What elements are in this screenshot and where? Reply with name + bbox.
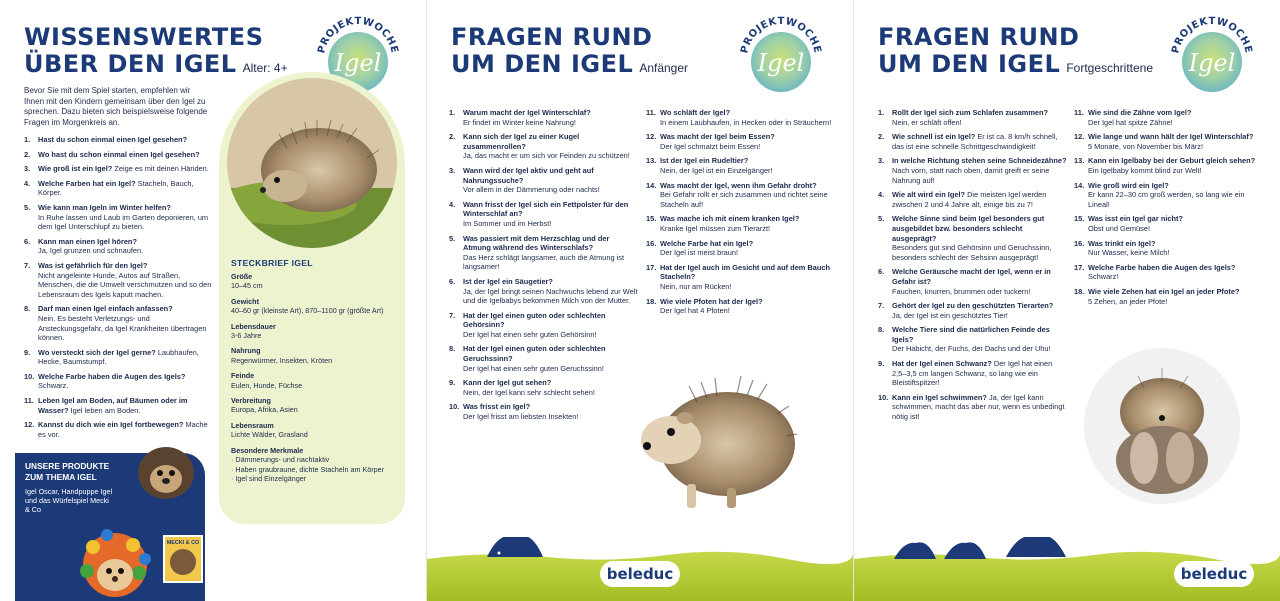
question-number: 10.	[449, 402, 460, 412]
question-item	[24, 261, 214, 299]
game-box-image: MECKI & CO	[163, 535, 203, 583]
steckbrief-key: Größe	[231, 272, 253, 281]
question-text: Welche Farbe haben die Augen des Igels?	[38, 371, 186, 381]
question-text: Hast du schon einmal einen Igel gesehen?	[38, 135, 188, 144]
question-text: Kann man einen Igel hören?	[38, 236, 137, 246]
steckbrief-value: 40–60 gr (kleinste Art), 870–1100 gr (größte Art)	[231, 306, 384, 316]
question-item	[1074, 287, 1264, 306]
question-number: 15.	[646, 214, 657, 224]
question-item	[449, 132, 639, 161]
beleduc-logo: beleduc	[1174, 561, 1254, 587]
question-item	[1074, 263, 1264, 282]
question-item	[1074, 214, 1264, 233]
question-number: 5.	[449, 233, 456, 243]
question-item	[449, 166, 639, 195]
answer-text: Laubhaufen, Hecke, Baumstumpf.	[38, 347, 199, 367]
question-number: 10.	[878, 392, 889, 402]
answer-text: Schwarz!	[1088, 272, 1119, 282]
question-item	[449, 200, 639, 229]
question-text: Wie viele Pfoten hat der Igel?	[660, 296, 763, 306]
products-title: UNSERE PRODUKTE ZUM THEMA IGEL	[25, 461, 110, 482]
question-item	[878, 267, 1068, 296]
question-text: Wo schläft der Igel?	[660, 108, 731, 117]
answer-text: 5 Monate, von November bis März!	[1088, 141, 1204, 151]
question-number: 14.	[646, 180, 657, 190]
answer-text: Fauchen, knurren, brummen oder tuckern!	[892, 286, 1031, 296]
question-text: Wann wird der Igel aktiv und geht auf Nahrungssuche?	[463, 165, 594, 185]
question-text: Wie schnell ist ein Igel?	[892, 132, 976, 142]
beleduc-logo: beleduc	[600, 561, 680, 587]
question-number: 16.	[1074, 238, 1085, 248]
answer-text: Bei Gefahr rollt er sich zusammen und richtet seine Stacheln auf!	[660, 190, 828, 209]
answer-text: Mache es vor.	[38, 420, 208, 439]
answer-text: Schwarz.	[38, 381, 69, 391]
question-item	[24, 179, 214, 198]
question-number: 9.	[878, 359, 885, 369]
question-text: Wie sind die Zähne vom Igel?	[1088, 108, 1192, 117]
steckbrief-value: 10–45 cm	[231, 281, 263, 291]
answer-text: Nicht angeleinte Hunde, Autos auf Straßen, Menschen, die die Umwelt verschmutzen und so den Lebensraum des Igels kaputt machen.	[38, 270, 212, 299]
answer-text: Er findet im Winter keine Nahrung!	[463, 117, 576, 127]
question-item	[646, 108, 836, 127]
answer-text: Kranke Igel müssen zum Tierarzt!	[660, 223, 771, 233]
question-number: 2.	[24, 149, 31, 159]
svg-text:Igel: Igel	[1188, 49, 1236, 77]
svg-text:PROJEKTWOCHE: PROJEKTWOCHE	[1170, 15, 1254, 55]
question-number: 11.	[24, 396, 34, 406]
steckbrief-key: Verbreitung	[231, 396, 271, 406]
question-text: Warum macht der Igel Winterschlaf?	[463, 108, 591, 117]
answer-text: Nein. Es besteht Verletzungs- und Ansteckungsgefahr, da Igel Krankheiten übertragen können.	[38, 313, 207, 343]
question-number: 3.	[878, 156, 885, 166]
question-text: Hat der Igel einen guten oder schlechten Geruchssinn?	[463, 344, 606, 364]
question-number: 11.	[1074, 108, 1084, 117]
question-number: 16.	[646, 238, 657, 248]
steckbrief-list	[231, 272, 403, 489]
intro-text: Bevor Sie mit dem Spiel starten, empfehlen wir Ihnen mit den Kindern gemeinsam über den Igel zu sprechen. Dazu bieten sich beispielsweise folgende Fragen im Morgenkreis an.	[24, 86, 208, 127]
question-number: 5.	[24, 202, 31, 212]
question-number: 9.	[24, 347, 31, 357]
answer-text: Besonders gut sind Gehörsinn und Geruchssinn, besonders schlecht der Sehsinn ausgeprägt!	[892, 243, 1052, 262]
projektwoche-badge	[737, 10, 825, 98]
answer-text: Der Igel hat spitze Zähne!	[1088, 117, 1173, 127]
hedgehog-image	[627, 352, 797, 522]
answer-text: Igel leben am Boden.	[70, 405, 141, 415]
question-item	[1074, 108, 1264, 127]
question-item	[24, 396, 214, 415]
question-number: 8.	[24, 304, 31, 314]
question-item	[1074, 181, 1264, 210]
question-item	[1074, 132, 1264, 151]
question-list-1	[878, 108, 1068, 427]
answer-text: Ja, das macht er um sich vor Feinden zu schützen!	[463, 151, 630, 161]
svg-text:PROJEKTWOCHE: PROJEKTWOCHE	[316, 15, 400, 55]
page-anfaenger	[427, 0, 853, 601]
question-item	[449, 277, 639, 306]
question-number: 3.	[24, 164, 31, 174]
question-text: Kannst du dich wie ein Igel fortbewegen?	[38, 420, 184, 430]
question-number: 9.	[449, 378, 456, 388]
steckbrief-title: STECKBRIEF IGEL	[231, 258, 313, 268]
question-item	[24, 348, 214, 367]
question-number: 17.	[1074, 262, 1085, 272]
question-number: 10.	[24, 371, 35, 381]
question-number: 7.	[878, 301, 885, 311]
question-number: 4.	[449, 199, 456, 209]
question-text: Hat der Igel einen guten oder schlechten Gehörsinn?	[463, 310, 606, 330]
question-number: 13.	[1074, 156, 1085, 166]
question-item	[878, 301, 1068, 320]
question-item	[646, 239, 836, 258]
question-text: Hat der Igel einen Schwanz?	[892, 359, 992, 369]
question-text: Darf man einen Igel einfach anfassen?	[38, 304, 173, 314]
question-number: 3.	[449, 165, 456, 175]
answer-text: Nach vorn, statt nach oben, damit greift er seine Nahrung auf!	[892, 165, 1050, 185]
question-item	[24, 420, 214, 439]
answer-text: Der Igel hat 4 Pfoten!	[660, 306, 730, 316]
answer-text: Vor allem in der Dämmerung oder nachts!	[463, 185, 600, 195]
question-item	[24, 237, 214, 256]
answer-text: Der Igel hat einen sehr guten Geruchssinn!	[463, 363, 604, 373]
answer-text: Die meisten Igel werden zwischen 2 und 4 Jahre alt, einige bis zu 7!	[892, 190, 1047, 209]
question-number: 12.	[1074, 132, 1085, 142]
question-item	[646, 181, 836, 210]
question-item	[24, 203, 214, 232]
question-number: 1.	[449, 108, 456, 117]
question-text: Wie groß ist ein Igel?	[38, 164, 113, 174]
question-number: 12.	[24, 420, 35, 430]
steckbrief-key: Besondere Merkmale	[231, 445, 304, 455]
answer-text: Stacheln, Bauch, Körper.	[38, 178, 194, 198]
question-text: Welche Farbe haben die Augen des Igels?	[1088, 262, 1236, 272]
question-item	[449, 378, 639, 397]
question-text: Was mache ich mit einem kranken Igel?	[660, 214, 800, 224]
answer-text: Nur Wasser, keine Milch!	[1088, 248, 1170, 258]
question-item	[24, 164, 214, 174]
answer-text: Nein, der Igel kann sehr schlecht sehen!	[463, 387, 595, 397]
question-number: 1.	[24, 135, 31, 144]
question-text: Wie alt wird ein Igel?	[892, 190, 966, 200]
question-text: Leben Igel am Boden, auf Bäumen oder im Wasser?	[38, 396, 188, 415]
level-label: Anfänger	[639, 61, 689, 75]
steckbrief-value: · Dämmerungs- und nachtaktiv · Haben graubraune, dichte Stacheln am Körper · Igel sind Einzelgänger	[231, 455, 385, 483]
svg-text:Igel: Igel	[334, 49, 382, 77]
steckbrief-value: Eulen, Hunde, Füchse	[231, 380, 303, 390]
question-item	[878, 108, 1068, 127]
question-text: Wie lange und wann hält der Igel Winterschlaf?	[1088, 132, 1254, 142]
answer-text: Der Igel schmatzt beim Essen!	[660, 141, 761, 151]
question-number: 6.	[24, 236, 31, 246]
question-text: Kann der Igel gut sehen?	[463, 378, 552, 388]
question-item	[449, 344, 639, 373]
question-text: Rollt der Igel sich zum Schlafen zusammen?	[892, 108, 1049, 117]
answer-text: Ja, der Igel ist ein geschütztes Tier!	[892, 310, 1008, 320]
question-text: Welche Tiere sind die natürlichen Feinde des Igels?	[892, 325, 1050, 344]
question-number: 1.	[878, 108, 885, 117]
steckbrief-value: 3-6 Jahre	[231, 331, 262, 341]
question-item	[878, 325, 1068, 354]
question-item	[449, 234, 639, 272]
steckbrief-value: Regenwürmer, Insekten, Kröten	[231, 355, 333, 365]
answer-text: Ja, Igel grunzen und schnaufen.	[38, 246, 144, 256]
question-item	[24, 150, 214, 160]
question-number: 4.	[24, 178, 31, 188]
question-text: Was ist gefährlich für den Igel?	[38, 260, 148, 270]
question-number: 11.	[646, 108, 656, 117]
steckbrief-key: Lebensdauer	[231, 321, 276, 331]
page-title: FRAGEN RUND UM DEN IGEL Anfänger	[451, 23, 689, 78]
question-number: 5.	[878, 214, 885, 224]
question-list	[24, 135, 214, 444]
question-number: 18.	[646, 296, 657, 306]
question-item	[646, 214, 836, 233]
question-item	[878, 393, 1068, 422]
svg-text:Igel: Igel	[757, 49, 805, 77]
steckbrief-value: Lichte Wälder, Grasland	[231, 430, 308, 440]
answer-text: In einem Laubhaufen, in Hecken oder in Sträuchern!	[660, 117, 832, 127]
question-item	[1074, 156, 1264, 175]
question-text: Wo versteckt sich der Igel gerne?	[38, 347, 156, 357]
steckbrief-key: Gewicht	[231, 296, 259, 306]
answer-text: Nein, er schläft offen!	[892, 117, 962, 127]
answer-text: Nein, nur am Rücken!	[660, 281, 732, 291]
question-number: 4.	[878, 190, 885, 200]
question-number: 17.	[646, 262, 657, 272]
question-item	[646, 263, 836, 292]
question-number: 2.	[449, 132, 456, 142]
question-number: 8.	[449, 344, 456, 354]
answer-text: Im Sommer und im Herbst!	[463, 218, 552, 228]
answer-text: Obst und Gemüse!	[1088, 223, 1151, 233]
question-text: Was trinkt ein Igel?	[1088, 238, 1156, 248]
question-item	[646, 156, 836, 175]
question-list-2	[1074, 108, 1264, 311]
question-item	[449, 108, 639, 127]
question-text: Wie kann man Igeln im Winter helfen?	[38, 202, 171, 212]
hand-puppet-image	[73, 519, 153, 601]
question-item	[24, 135, 214, 145]
question-text: Gehört der Igel zu den geschützten Tierarten?	[892, 301, 1054, 311]
answer-text: Das Herz schlägt langsamer, auch die Atmung ist langsamer!	[463, 252, 625, 272]
steckbrief-value: Europa, Afrika, Asien	[231, 405, 298, 415]
question-number: 7.	[449, 310, 456, 320]
question-item	[449, 402, 639, 421]
answer-text: Der Igel frisst am liebsten Insekten!	[463, 412, 579, 422]
answer-text: Er ist ca. 8 km/h schnell, das ist eine schnelle Schrittgeschwindigkeit!	[892, 132, 1058, 151]
question-text: Kann ein Igelbaby bei der Geburt gleich sehen?	[1088, 156, 1256, 166]
question-text: Hat der Igel auch im Gesicht und auf dem Bauch Stacheln?	[660, 262, 831, 282]
page-title: FRAGEN RUND UM DEN IGEL Fortgeschrittene	[878, 23, 1154, 78]
age-label: Alter: 4+	[242, 61, 288, 75]
question-list-2	[646, 108, 836, 321]
question-number: 7.	[24, 260, 31, 270]
level-label: Fortgeschrittene	[1066, 61, 1154, 75]
answer-text: Der Igel hat einen 2,5–3,5 cm langen Schwanz, so lang wie ein Bleistiftspitzer!	[892, 359, 1053, 388]
question-text: Welche Sinne sind beim Igel besonders gut ausgebildet bzw. besonders schlecht ausgeprägt?	[892, 214, 1045, 243]
plush-hedgehog-image	[133, 439, 199, 505]
question-number: 6.	[878, 267, 885, 277]
question-text: Was frisst ein Igel?	[463, 402, 531, 412]
question-text: Wie groß wird ein Igel?	[1088, 180, 1169, 190]
question-text: Kann ein Igel schwimmen?	[892, 392, 987, 402]
question-text: Wie viele Zehen hat ein Igel an jeder Pfote?	[1088, 286, 1240, 296]
question-text: Welche Farbe hat ein Igel?	[660, 238, 754, 248]
answer-text: Ein Igelbaby kommt blind zur Welt!	[1088, 165, 1202, 175]
question-number: 14.	[1074, 180, 1085, 190]
question-number: 8.	[878, 325, 885, 335]
answer-text: Der Habicht, der Fuchs, der Dachs und der Uhu!	[892, 344, 1051, 354]
question-text: Wann frisst der Igel sich ein Fettpolster für den Winterschlaf an?	[463, 199, 629, 219]
question-list-1	[449, 108, 639, 427]
answer-text: Der Igel ist meist braun!	[660, 248, 739, 258]
question-text: Ist der Igel ein Säugetier?	[463, 276, 553, 286]
steckbrief-key: Nahrung	[231, 346, 261, 356]
projektwoche-badge	[1168, 10, 1256, 98]
question-item	[878, 359, 1068, 388]
question-number: 15.	[1074, 214, 1085, 224]
steckbrief-key: Lebensraum	[231, 420, 274, 430]
products-box	[15, 453, 205, 601]
answer-text: Ja, der Igel bringt seinen Nachwuchs lebend zur Welt und die Igelbabys bekommen Milch von der Mutter.	[463, 286, 638, 306]
question-item	[449, 311, 639, 340]
page-fortgeschrittene	[854, 0, 1280, 601]
question-text: Was passiert mit dem Herzschlag und der Atmung während des Winterschlafs?	[463, 233, 610, 253]
question-item	[878, 214, 1068, 262]
answer-text: Nein, der Igel ist ein Einzelgänger!	[660, 165, 773, 175]
question-number: 12.	[646, 132, 657, 142]
question-text: Welche Geräusche macht der Igel, wenn er in Gefahr ist?	[892, 267, 1051, 286]
question-number: 6.	[449, 276, 456, 286]
question-text: In welche Richtung stehen seine Schneidezähne?	[892, 156, 1067, 166]
question-text: Ist der Igel ein Rudeltier?	[660, 156, 749, 166]
question-text: Welche Farben hat ein Igel?	[38, 178, 136, 188]
question-number: 13.	[646, 156, 657, 166]
question-text: Was macht der Igel, wenn ihm Gefahr droht?	[660, 180, 817, 190]
question-item	[24, 372, 214, 391]
answer-text: Der Igel hat einen sehr guten Gehörsinn!	[463, 329, 597, 339]
question-number: 18.	[1074, 286, 1085, 296]
answer-text: Ja, der Igel kann schwimmen, macht das aber nur, wenn es unbedingt nötig ist!	[892, 392, 1065, 422]
answer-text: Zeige es mit deinen Händen.	[114, 164, 209, 174]
answer-text: Er kann 22–30 cm groß werden, so lang wie ein Lineal!	[1088, 190, 1245, 209]
question-text: Wo hast du schon einmal einen Igel gesehen?	[38, 149, 200, 159]
svg-text:PROJEKTWOCHE: PROJEKTWOCHE	[739, 15, 823, 55]
answer-text: 5 Zehen, an jeder Pfote!	[1088, 296, 1168, 306]
question-number: 2.	[878, 132, 885, 142]
hedgehog-photo	[227, 78, 397, 248]
question-item	[646, 132, 836, 151]
question-item	[878, 132, 1068, 151]
page-title: WISSENSWERTES ÜBER DEN IGEL Alter: 4+	[24, 23, 288, 78]
question-text: Was macht der Igel beim Essen?	[660, 132, 775, 142]
curled-hedgehog-photo	[1084, 348, 1240, 504]
page-wissenswertes	[0, 0, 426, 601]
steckbrief-key: Feinde	[231, 371, 255, 381]
question-text: Was isst ein Igel gar nicht?	[1088, 214, 1184, 224]
products-text: Igel Oscar, Handpuppe Igel und das Würfelspiel Mecki & Co	[25, 487, 113, 514]
question-item	[1074, 239, 1264, 258]
question-item	[646, 297, 836, 316]
question-item	[878, 190, 1068, 209]
answer-text: In Ruhe lassen und Laub im Garten deponieren, um dem Igel Unterschlupf zu bieten.	[38, 212, 209, 232]
question-item	[878, 156, 1068, 185]
question-item	[24, 304, 214, 342]
question-text: Kann sich der Igel zu einer Kugel zusammenrollen?	[463, 132, 580, 151]
